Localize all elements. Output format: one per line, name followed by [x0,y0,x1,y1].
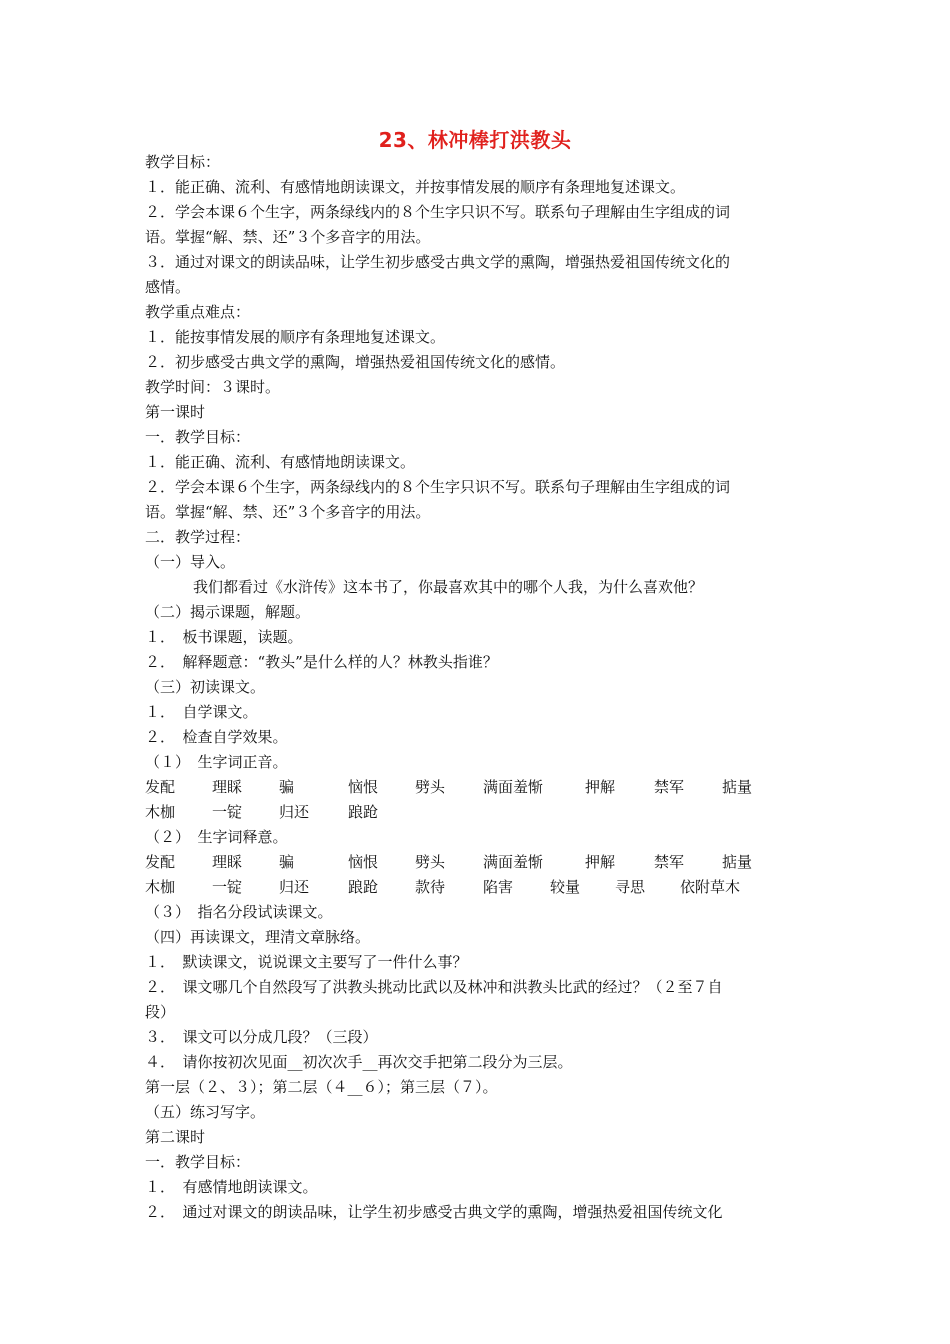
reread-item-4: ４． 请你按初次见面__初次次手__再次交手把第二段分为三层。 [145,1053,573,1071]
vocab-word: 理睬 [212,778,243,796]
step-first-reading: （三）初读课文。 [145,678,266,696]
vocab-word: 禁军 [654,778,685,796]
vocab-word: 押解 [585,778,616,796]
vocab-word: 掂量 [722,853,753,871]
sub-item-reading-aloud: （３） 指名分段试读课文。 [145,903,333,921]
vocab-word: 依附草木 [680,878,741,896]
vocab-word: 劈头 [415,853,446,871]
vocab-word: 归还 [279,803,310,821]
vocab-word: 恼恨 [348,778,379,796]
lesson-2-heading: 第二课时 [145,1128,206,1146]
vocab-word: 满面羞惭 [483,778,544,796]
vocab-word: 陷害 [483,878,514,896]
vocab-row [145,852,810,874]
reread-item-3: ３． 课文可以分成几段？（三段） [145,1028,378,1046]
first-reading-item-1: １． 自学课文。 [145,703,258,721]
reread-item-1: １． 默读课文，说说课文主要写了一件什么事？ [145,953,468,971]
goal-item-3: ３．通过对课文的朗读品味，让学生初步感受古典文学的熏陶，增强热爱祖国传统文化的 [145,253,731,271]
vocab-word: 恼恨 [348,853,379,871]
process-heading: 二．教学过程： [145,528,251,546]
vocab-word: 寻思 [615,878,646,896]
vocab-row [145,802,810,824]
lesson-1-goal-2-cont: 语。掌握“解、禁、还”３个多音字的用法。 [145,503,431,521]
vocab-word: 踉跄 [348,878,379,896]
key-point-2: ２．初步感受古典文学的熏陶，增强热爱祖国传统文化的感情。 [145,353,566,371]
vocab-word: 押解 [585,853,616,871]
step-reveal-title: （二）揭示课题，解题。 [145,603,311,621]
vocab-row [145,877,810,899]
reveal-item-1: １． 板书课题，读题。 [145,628,303,646]
vocab-word: 款待 [415,878,446,896]
lesson-2-goals-heading: 一．教学目标： [145,1153,251,1171]
vocab-word: 木枷 [145,803,176,821]
heading-key-points: 教学重点难点： [145,303,251,321]
goal-item-2: ２．学会本课６个生字，两条绿线内的８个生字只识不写。联系句子理解由生字组成的词 [145,203,731,221]
vocab-word: 一锭 [212,803,243,821]
intro-question: 我们都看过《水浒传》这本书了，你最喜欢其中的哪个人我，为什么喜欢他？ [193,578,704,596]
step-intro: （一）导入。 [145,553,236,571]
vocab-word: 理睬 [212,853,243,871]
vocab-word: 骗 [279,853,295,871]
vocab-word: 发配 [145,778,176,796]
reveal-item-2: ２． 解释题意：“教头”是什么样的人？林教头指谁？ [145,653,498,671]
vocab-word: 木枷 [145,878,176,896]
vocab-word: 满面羞惭 [483,853,544,871]
vocab-word: 骗 [279,778,295,796]
vocab-word: 发配 [145,853,176,871]
vocab-word: 较量 [550,878,581,896]
lesson-1-goals-heading: 一．教学目标： [145,428,251,446]
goal-item-1: １．能正确、流利、有感情地朗读课文，并按事情发展的顺序有条理地复述课文。 [145,178,686,196]
vocab-word: 归还 [279,878,310,896]
step-writing-practice: （五）练习写字。 [145,1103,266,1121]
lesson-1-goal-2: ２．学会本课６个生字，两条绿线内的８个生字只识不写。联系句子理解由生字组成的词 [145,478,731,496]
teaching-time: 教学时间：３课时。 [145,378,281,396]
sub-item-pronunciation: （１） 生字词正音。 [145,753,288,771]
key-point-1: １．能按事情发展的顺序有条理地复述课文。 [145,328,446,346]
goal-item-3-cont: 感情。 [145,278,191,296]
vocab-word: 踉跄 [348,803,379,821]
first-reading-item-2: ２． 检查自学效果。 [145,728,288,746]
vocab-word: 一锭 [212,878,243,896]
document-title: 23、林冲棒打洪教头 [378,128,572,152]
lesson-2-goal-1: １． 有感情地朗读课文。 [145,1178,318,1196]
vocab-word: 禁军 [654,853,685,871]
layer-division: 第一层（２、３）；第二层（４__６）；第三层（７）。 [145,1078,498,1096]
reread-item-2-cont: 段） [145,1003,176,1021]
heading-teaching-goals: 教学目标： [145,153,221,171]
lesson-1-heading: 第一课时 [145,403,206,421]
vocab-word: 劈头 [415,778,446,796]
lesson-2-goal-2: ２． 通过对课文的朗读品味，让学生初步感受古典文学的熏陶，增强热爱祖国传统文化 [145,1203,723,1221]
lesson-1-goal-1: １．能正确、流利、有感情地朗读课文。 [145,453,416,471]
reread-item-2: ２． 课文哪几个自然段写了洪教头挑动比武以及林冲和洪教头比武的经过？（２至７自 [145,978,723,996]
step-reread: （四）再读课文，理清文章脉络。 [145,928,371,946]
vocab-word: 掂量 [722,778,753,796]
vocab-row [145,777,810,799]
goal-item-2-cont: 语。掌握“解、禁、还”３个多音字的用法。 [145,228,431,246]
sub-item-meaning: （２） 生字词释意。 [145,828,288,846]
